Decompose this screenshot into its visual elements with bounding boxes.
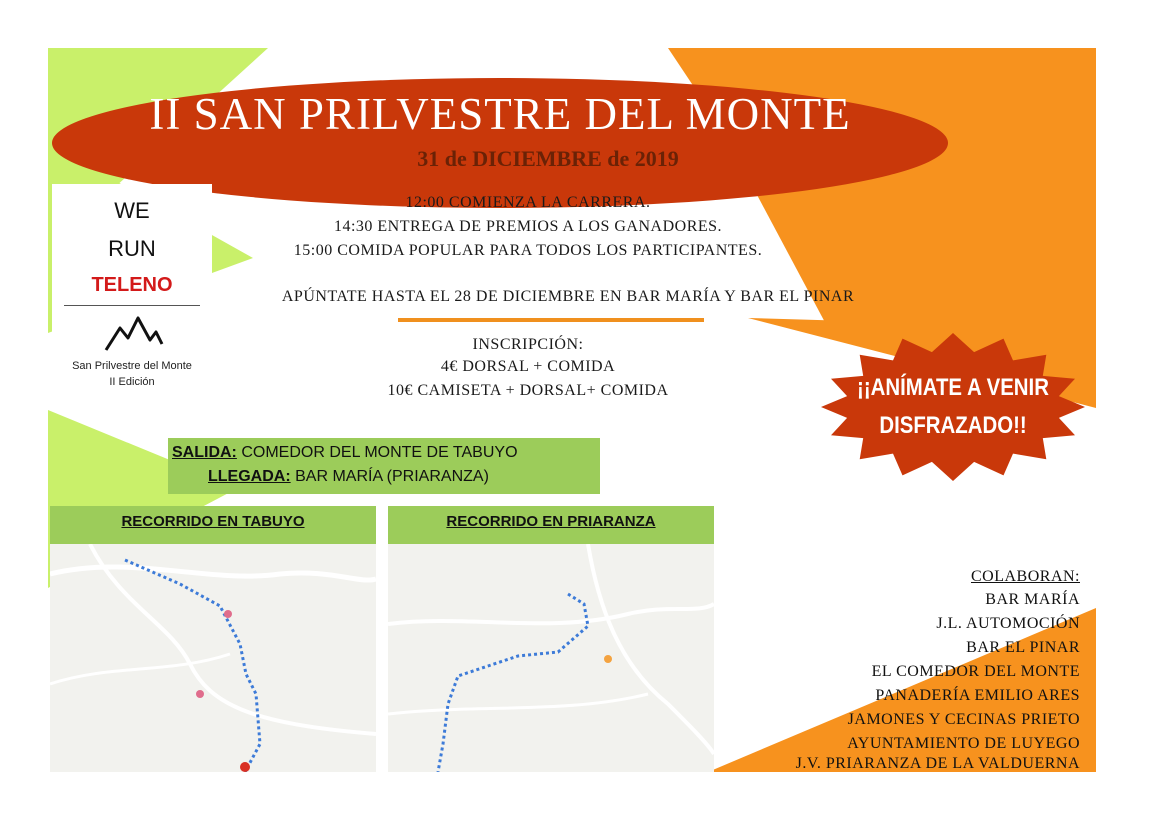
start-value: COMEDOR DEL MONTE DE TABUYO <box>236 444 518 461</box>
event-date: 31 de DICIEMBRE de 2019 <box>417 146 679 171</box>
costume-line-2: DISFRAZADO!! <box>879 412 1027 439</box>
finish-value: BAR MARÍA (PRIARANZA) <box>290 468 489 485</box>
sponsor-item: J.V. PRIARANZA DE LA VALDUERNA <box>795 755 1080 772</box>
event-title: II SAN PRILVESTRE DEL MONTE <box>149 89 851 139</box>
inscription-option: 4€ DORSAL + COMIDA <box>440 358 616 375</box>
signup-note: APÚNTATE HASTA EL 28 DE DICIEMBRE EN BAR MARÍA Y BAR EL PINAR <box>281 288 855 305</box>
logo-line-teleno: TELENO <box>91 274 173 296</box>
map-tabuyo <box>50 506 376 772</box>
sponsor-item: BAR EL PINAR <box>966 639 1080 656</box>
map-priaranza <box>388 506 714 772</box>
finish-row <box>208 468 489 486</box>
start-row <box>172 444 518 462</box>
sponsor-item: BAR MARÍA <box>985 591 1080 608</box>
logo-line-run: RUN <box>108 236 156 261</box>
orange-divider <box>398 318 704 322</box>
inscription-heading: INSCRIPCIÓN: <box>472 336 584 353</box>
sponsor-item: J.L. AUTOMOCIÓN <box>936 615 1080 632</box>
start-label: SALIDA: <box>172 444 237 461</box>
sponsor-item: PANADERÍA EMILIO ARES <box>875 687 1080 704</box>
schedule-item: 14:30 ENTREGA DE PREMIOS A LOS GANADORES. <box>333 218 723 235</box>
logo-subtitle: San Prilvestre del Monte <box>72 360 192 372</box>
schedule-item: 12:00 COMIENZA LA CARRERA. <box>405 194 651 211</box>
sponsor-item: AYUNTAMIENTO DE LUYEGO <box>847 735 1080 752</box>
costume-line-1: ¡¡ANÍMATE A VENIR <box>857 374 1049 401</box>
schedule-item: 15:00 COMIDA POPULAR PARA TODOS LOS PARTICIPANTES. <box>293 242 763 259</box>
mountain-icon <box>104 314 164 354</box>
logo-line-we: WE <box>114 198 150 223</box>
route-box <box>168 438 600 494</box>
map-priaranza-route <box>388 544 714 772</box>
logo-divider <box>64 305 200 306</box>
map-tabuyo-heading: RECORRIDO EN TABUYO <box>50 506 376 544</box>
costume-starburst <box>818 332 1088 482</box>
event-poster <box>48 48 1096 772</box>
map-priaranza-heading: RECORRIDO EN PRIARANZA <box>388 506 714 544</box>
sponsor-item: EL COMEDOR DEL MONTE <box>871 663 1080 680</box>
map-tabuyo-route <box>50 544 376 772</box>
inscription-option: 10€ CAMISETA + DORSAL+ COMIDA <box>387 382 669 399</box>
sponsors-heading: COLABORAN: <box>970 568 1080 585</box>
logo-edition: II Edición <box>109 376 155 388</box>
we-run-teleno-logo <box>52 184 212 406</box>
sponsor-item: JAMONES Y CECINAS PRIETO <box>847 711 1080 728</box>
finish-label: LLEGADA: <box>208 468 291 485</box>
